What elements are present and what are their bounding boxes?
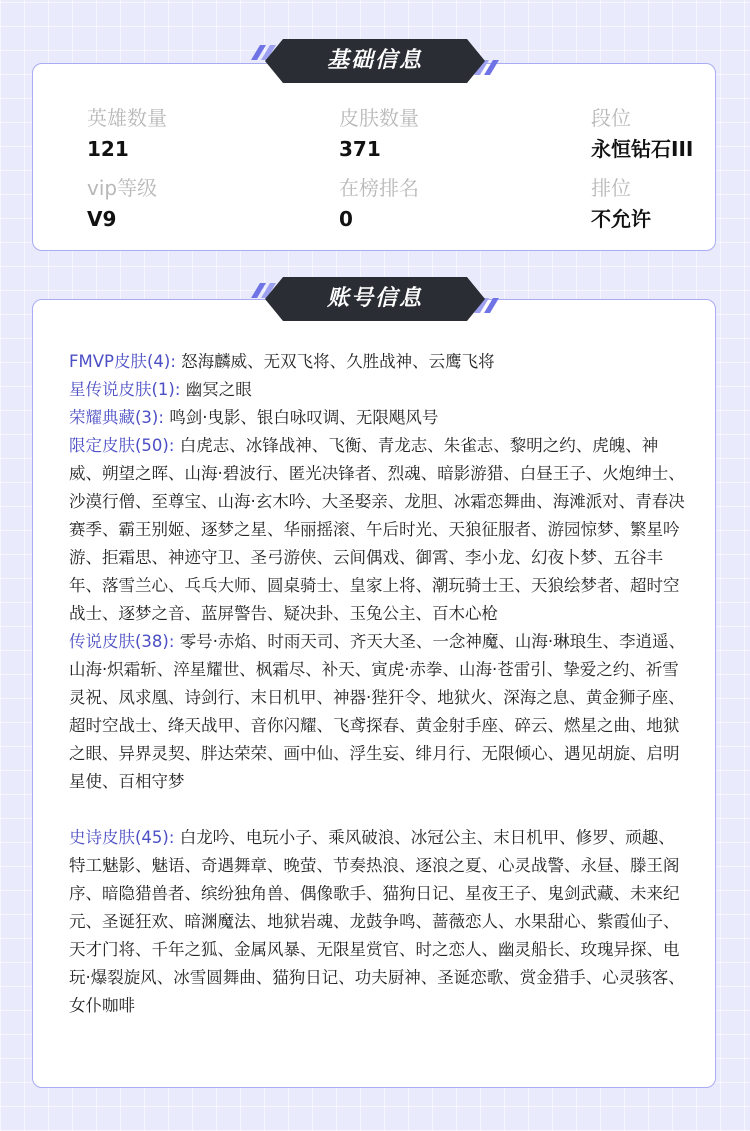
stat-label: 皮肤数量	[339, 106, 419, 130]
stat-value: 不允许	[591, 207, 651, 231]
skin-category-fmvp	[69, 348, 689, 376]
stat-leaderboard-rank	[339, 174, 419, 233]
stat-value: 121	[87, 137, 129, 161]
skin-category-epic	[69, 824, 689, 1020]
stat-hero-count	[87, 104, 167, 163]
skin-category-items: 白龙吟、电玩小子、乘风破浪、冰冠公主、末日机甲、修罗、顽趣、特工魅影、魅语、奇遇舞章、晚萤、节奏热浪、逐浪之夏、心灵战警、永昼、滕王阁序、暗隐猎兽者、缤纷独角兽、偶像歌手、猫狗日记、星夜王子、鬼剑武藏、未来纪元、圣诞狂欢、暗渊魔法、地狱岩魂、龙鼓争鸣、蔷薇恋人、水果甜心、紫霞仙子、天才门将、千年之狐、金属风暴、无限星赏官、时之恋人、幽灵船长、玫瑰异探、电玩·爆裂旋风、冰雪圆舞曲、猫狗日记、功夫厨神、圣诞恋歌、赏金猎手、心灵骇客、女仆咖啡	[69, 828, 685, 1015]
skin-category-label: 荣耀典藏(3):	[69, 408, 164, 427]
skin-category-limited	[69, 432, 689, 628]
stat-value: V9	[87, 207, 117, 231]
section-title: 账号信息	[326, 286, 423, 311]
spacer	[69, 796, 689, 824]
account-info-card	[32, 299, 716, 1088]
skin-category-legend	[69, 628, 689, 796]
stat-label: 排位	[591, 176, 631, 200]
stat-skin-count	[339, 104, 419, 163]
section-title: 基础信息	[326, 48, 423, 73]
skin-list	[69, 348, 689, 1020]
basic-info-banner	[247, 38, 503, 84]
account-info-banner	[247, 276, 503, 322]
stat-vip-level	[87, 174, 157, 233]
skin-category-items: 鸣剑·曳影、银白咏叹调、无限飓风号	[169, 408, 439, 427]
skin-category-label: 史诗皮肤(45):	[69, 828, 175, 847]
stat-ranked-allowed	[591, 174, 651, 233]
stat-label: 在榜排名	[339, 176, 419, 200]
skin-category-label: 限定皮肤(50):	[69, 436, 175, 455]
stat-rank-tier	[591, 104, 693, 163]
skin-category-label: 星传说皮肤(1):	[69, 380, 181, 399]
skin-category-items: 零号·赤焰、时雨天司、齐天大圣、一念神魔、山海·琳琅生、李逍遥、山海·炽霜斩、淬星耀世、枫霜尽、补天、寅虎·赤拳、山海·苍雷引、挚爱之约、祈雪灵祝、凤求凰、诗剑行、末日机甲、神器·狴犴令、地狱火、深海之息、黄金狮子座、超时空战士、绛天战甲、音你闪耀、飞鸢探春、黄金射手座、碎云、燃星之曲、地狱之眼、异界灵契、胖达荣荣、画中仙、浮生妄、绯月行、无限倾心、遇见胡旋、启明星使、百相守梦	[69, 632, 686, 791]
stat-value: 永恒钻石III	[591, 137, 694, 161]
stat-value: 0	[339, 207, 353, 231]
stat-value: 371	[339, 137, 381, 161]
basic-info-card	[32, 63, 716, 251]
skin-category-items: 白虎志、冰锋战神、飞衡、青龙志、朱雀志、黎明之约、虎魄、神威、朔望之晖、山海·碧波行、匿光决锋者、烈魂、暗影游猎、白昼王子、火炮绅士、沙漠行僧、至尊宝、山海·玄木吟、大圣娶亲、龙胆、冰霜恋舞曲、海滩派对、青春决赛季、霸王别姬、逐梦之星、华丽摇滚、午后时光、天狼征服者、游园惊梦、繁星吟游、拒霜思、神迹守卫、圣弓游侠、云间偶戏、御霄、李小龙、幻夜卜梦、五谷丰年、落雪兰心、乓乓大师、圆桌骑士、皇家上将、潮玩骑士王、天狼绘梦者、超时空战士、逐梦之音、蓝屏警告、疑决卦、玉兔公主、百木心枪	[69, 436, 685, 623]
skin-category-star-legend	[69, 376, 689, 404]
stat-label: vip等级	[87, 176, 158, 200]
skin-category-label: 传说皮肤(38):	[69, 632, 175, 651]
skin-category-items: 幽冥之眼	[185, 380, 252, 399]
skin-category-items: 怒海麟威、无双飞将、久胜战神、云鹰飞将	[181, 352, 495, 371]
skin-category-glory-collection	[69, 404, 689, 432]
stat-label: 段位	[591, 106, 631, 130]
stat-label: 英雄数量	[87, 106, 167, 130]
skin-category-label: FMVP皮肤(4):	[69, 352, 176, 371]
